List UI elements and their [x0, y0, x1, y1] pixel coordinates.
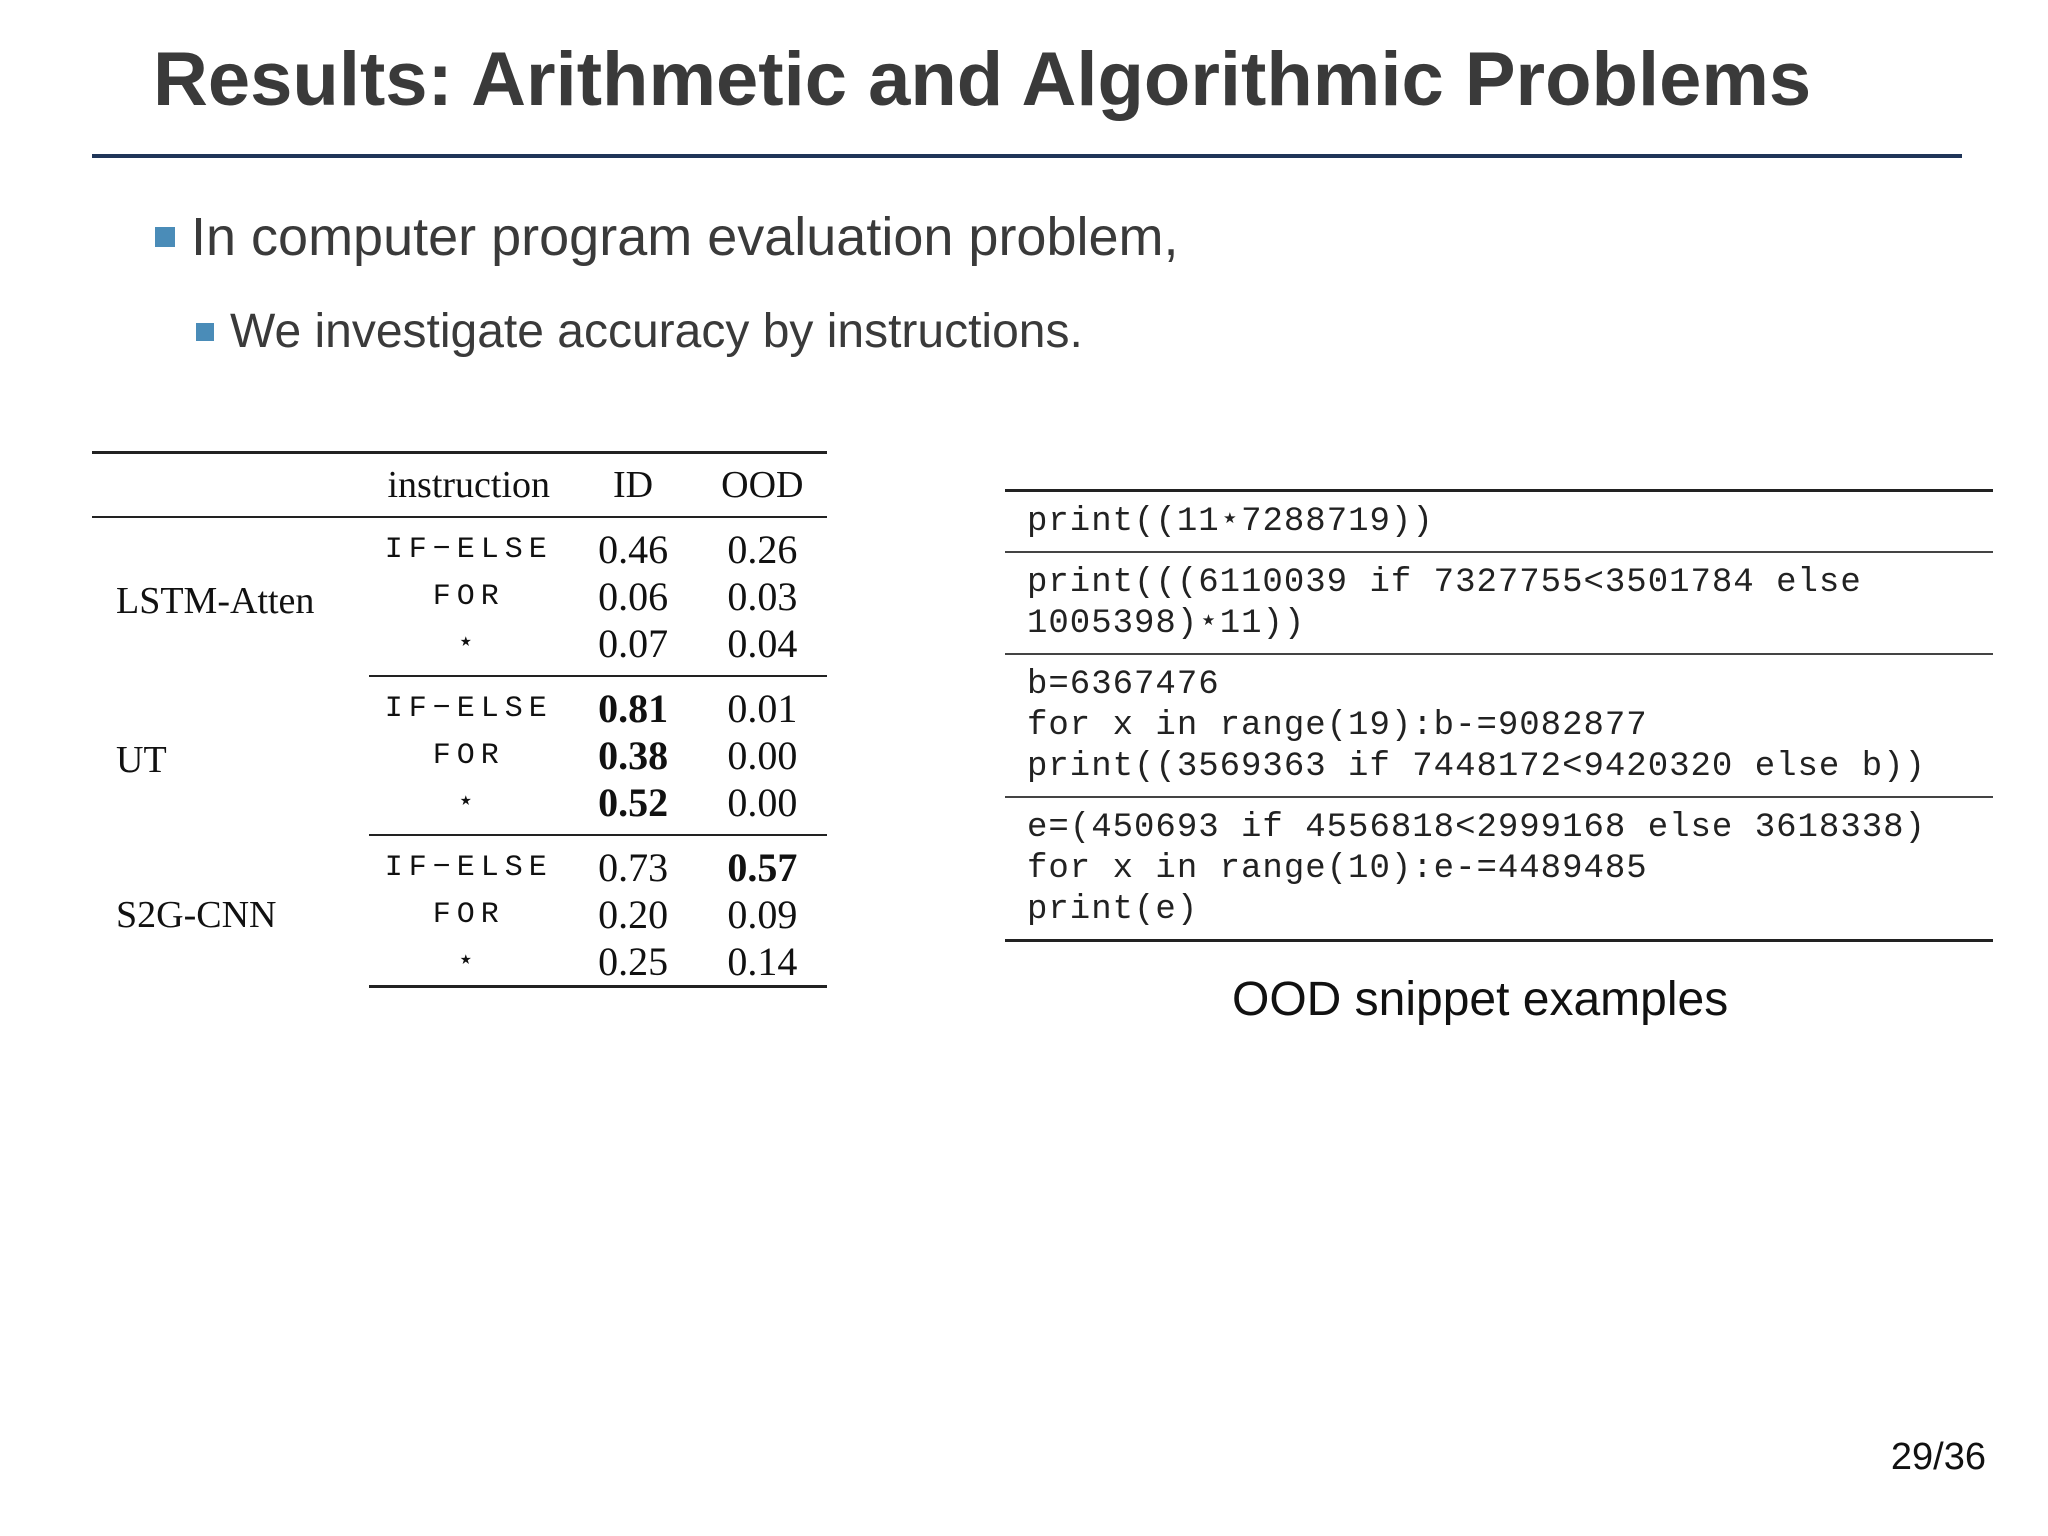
header-model	[92, 453, 369, 518]
instruction-cell: ⋆	[369, 938, 569, 987]
model-name: LSTM-Atten	[116, 580, 315, 622]
instruction-cell: IF−ELSE	[384, 532, 553, 567]
ood-accuracy-cell: 0.01	[727, 686, 798, 731]
id-accuracy-cell: 0.73	[598, 845, 669, 890]
results-table-body	[92, 517, 827, 987]
id-accuracy-cell: 0.06	[598, 574, 669, 619]
ood-accuracy-cell: 0.00	[698, 779, 827, 835]
bullet-text: We investigate accuracy by instructions.	[230, 305, 1083, 358]
header-ood: OOD	[698, 453, 827, 518]
instruction-cell: FOR	[432, 738, 505, 773]
code-snippet: print((11⋆7288719))	[1005, 492, 1993, 553]
instruction-cell: FOR	[432, 897, 505, 932]
square-bullet-icon	[196, 323, 214, 341]
page-number: 29/36	[1890, 1436, 1986, 1478]
ood-accuracy-cell: 0.14	[698, 938, 827, 987]
ood-accuracy-cell: 0.57	[727, 845, 798, 890]
title-divider	[92, 154, 1962, 158]
instruction-cell: FOR	[432, 579, 505, 614]
code-snippet: e=(450693 if 4556818<2999168 else 3618338) for x in range(10):e-=4489485 print(e)	[1027, 809, 1926, 929]
instruction-cell: IF−ELSE	[384, 691, 553, 726]
id-accuracy-cell: 0.81	[598, 686, 669, 731]
id-accuracy-cell: 0.25	[569, 938, 698, 987]
ood-accuracy-cell: 0.09	[727, 892, 798, 937]
id-accuracy-cell: 0.46	[598, 527, 669, 572]
results-table	[92, 451, 827, 988]
id-accuracy-cell: 0.07	[569, 620, 698, 676]
instruction-cell: IF−ELSE	[384, 850, 553, 885]
square-bullet-icon	[155, 227, 175, 247]
model-name: UT	[116, 738, 167, 781]
bullet-level-1	[155, 206, 1179, 268]
code-snippet: b=6367476 for x in range(19):b-=9082877 print((3569363 if 7448172<9420320 else b))	[1005, 655, 1993, 798]
ood-accuracy-cell: 0.03	[727, 574, 798, 619]
bullet-text: In computer program evaluation problem,	[191, 207, 1179, 267]
snippet-caption: OOD snippet examples	[1232, 973, 1729, 1026]
id-accuracy-cell: 0.52	[569, 779, 698, 835]
table-header-row	[92, 453, 827, 518]
table-row	[92, 517, 827, 573]
bullet-level-2	[196, 304, 1083, 359]
instruction-cell: ⋆	[369, 620, 569, 676]
slide-title: Results: Arithmetic and Algorithmic Problems	[153, 37, 1812, 122]
ood-snippet-table	[1005, 489, 1993, 942]
code-snippet: print(((6110039 if 7327755<3501784 else 1005398)⋆11))	[1005, 553, 1993, 655]
header-id: ID	[569, 453, 698, 518]
id-accuracy-cell: 0.38	[598, 733, 669, 778]
instruction-cell: ⋆	[369, 779, 569, 835]
header-instruction: instruction	[369, 453, 569, 518]
table-row	[92, 676, 827, 732]
table-row	[92, 835, 827, 891]
ood-accuracy-cell: 0.00	[727, 733, 798, 778]
ood-accuracy-cell: 0.26	[727, 527, 798, 572]
model-name: S2G-CNN	[116, 893, 277, 936]
ood-accuracy-cell: 0.04	[698, 620, 827, 676]
id-accuracy-cell: 0.20	[598, 892, 669, 937]
